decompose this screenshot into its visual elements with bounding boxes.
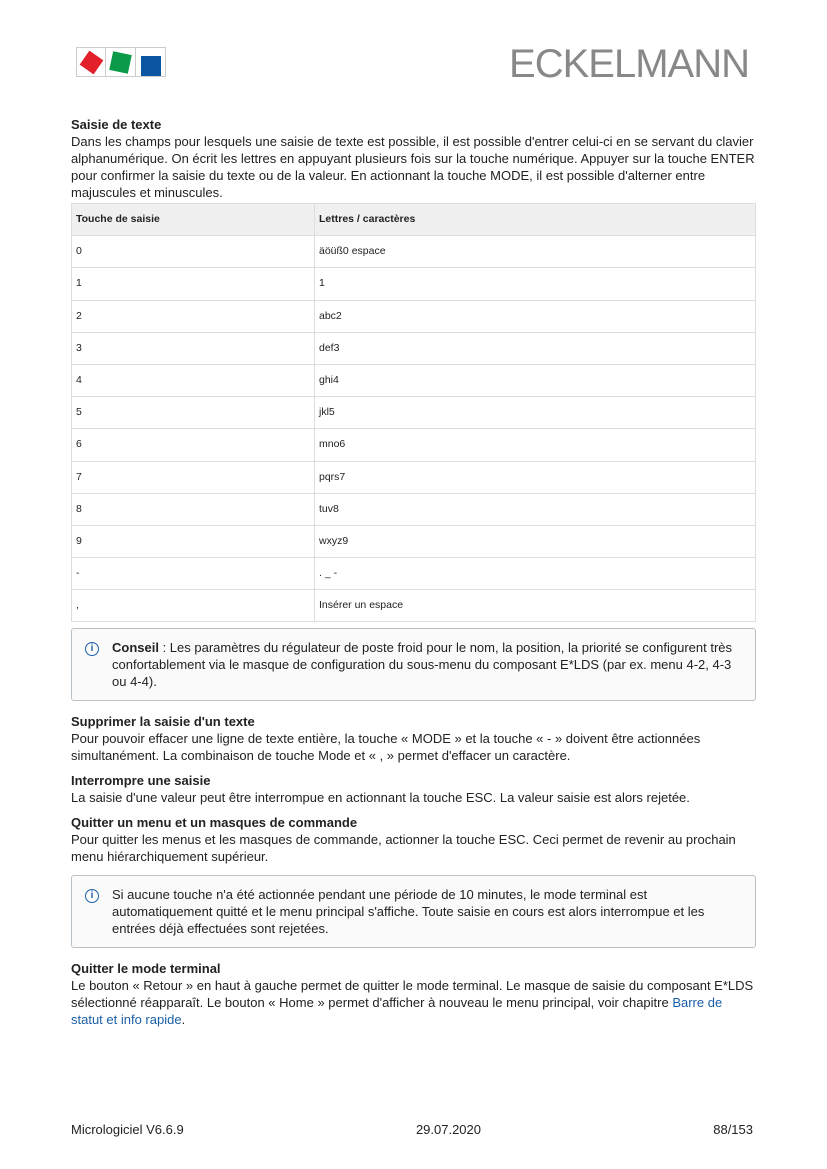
info-icon: i — [85, 889, 99, 903]
characters-cell: tuv8 — [315, 493, 756, 525]
column-header: Lettres / caractères — [315, 204, 756, 236]
characters-cell: wxyz9 — [315, 525, 756, 557]
characters-cell: Insérer un espace — [315, 590, 756, 622]
characters-cell: def3 — [315, 332, 756, 364]
tip-note — [71, 628, 756, 701]
table-row — [72, 461, 756, 493]
characters-cell: abc2 — [315, 300, 756, 332]
section-title: Quitter le mode terminal — [71, 961, 221, 977]
paragraph: Dans les champs pour lesquels une saisie de texte est possible, il est possible d'entrer celui-ci en se servant du clavier alphanumérique. On écrit les lettres en appuyant plusieurs fois sur la touche numérique. Appuyer sur la touche ENTER pour confirmer la saisie du texte ou de la valeur. En actionnant la touche MODE, il est possible d'alterner entre majuscules et minuscules. — [71, 134, 755, 200]
eckelmann-logo — [76, 47, 166, 77]
section-title: Supprimer la saisie d'un texte — [71, 714, 255, 730]
characters-cell: äöüß0 espace — [315, 236, 756, 268]
table-row — [72, 300, 756, 332]
key-cell: 5 — [72, 397, 315, 429]
paragraph: Pour quitter les menus et les masques de commande, actionner la touche ESC. Ceci permet de revenir au prochain menu hiérarchiquement supérieur. — [71, 832, 736, 865]
table-row — [72, 332, 756, 364]
brand-name: ECKELMANN — [509, 42, 749, 86]
section-title: Saisie de texte — [71, 117, 162, 132]
page-footer — [71, 1122, 753, 1137]
key-cell: 7 — [72, 461, 315, 493]
key-cell: 1 — [72, 268, 315, 300]
characters-cell: pqrs7 — [315, 461, 756, 493]
key-cell: 4 — [72, 364, 315, 396]
paragraph: La saisie d'une valeur peut être interrompue en actionnant la touche ESC. La valeur saisie est alors rejetée. — [71, 790, 690, 806]
column-header: Touche de saisie — [72, 204, 315, 236]
key-cell: 8 — [72, 493, 315, 525]
paragraph-end: . — [181, 1012, 186, 1028]
table-row — [72, 493, 756, 525]
note-label: Conseil — [112, 640, 159, 656]
key-cell: 9 — [72, 525, 315, 557]
note-text: : Les paramètres du régulateur de poste froid pour le nom, la position, la priorité se configurent très confortablement via le masque de configuration du sous-menu du composant E*LDS (par ex. menu 4-2, 4-3 ou 4-4). — [112, 640, 733, 690]
characters-cell: jkl5 — [315, 397, 756, 429]
key-cell: 3 — [72, 332, 315, 364]
table-row — [72, 268, 756, 300]
section-title: Quitter un menu et un masques de commande — [71, 815, 358, 831]
table-row — [72, 590, 756, 622]
paragraph-text: Le bouton « Retour » en haut à gauche permet de quitter le mode terminal. Le masque de saisie du composant E*LDS sélectionné réapparaît. Le bouton « Home » permet d'afficher à nouveau le menu principal, voir chapitre — [71, 978, 754, 1011]
key-cell: , — [72, 590, 315, 622]
date: 29.07.2020 — [415, 1122, 482, 1137]
paragraph — [71, 977, 756, 1028]
table-row — [72, 525, 756, 557]
key-cell: 0 — [72, 236, 315, 268]
firmware-version: Micrologiciel V6.6.9 — [71, 1122, 184, 1137]
section-title: Interrompre une saisie — [71, 773, 211, 789]
table-row — [72, 429, 756, 461]
document-body — [71, 116, 756, 1028]
key-cell: - — [72, 558, 315, 590]
characters-cell: . _ - — [315, 558, 756, 590]
page-number: 88/153 — [713, 1122, 753, 1137]
table-row — [72, 558, 756, 590]
table-row — [72, 397, 756, 429]
paragraph: Pour pouvoir effacer une ligne de texte entière, la touche « MODE » et la touche « - » doivent être actionnées simultanément. La combinaison de touche Mode et « , » permet d'effacer un caractère. — [71, 731, 701, 764]
characters-cell: ghi4 — [315, 364, 756, 396]
characters-cell: mno6 — [315, 429, 756, 461]
info-note — [71, 875, 756, 948]
key-cell: 2 — [72, 300, 315, 332]
table-row — [72, 236, 756, 268]
characters-cell: 1 — [315, 268, 756, 300]
note-text: Si aucune touche n'a été actionnée pendant une période de 10 minutes, le mode terminal est automatiquement quitté et le menu principal s'affiche. Toute saisie en cours est alors interrompue et les entrées déjà effectuées sont rejetées. — [112, 887, 705, 937]
chapter-link[interactable]: Barre de statut et info rapide — [71, 995, 723, 1028]
key-table — [71, 203, 756, 622]
key-cell: 6 — [72, 429, 315, 461]
info-icon: i — [85, 642, 99, 656]
table-row — [72, 364, 756, 396]
